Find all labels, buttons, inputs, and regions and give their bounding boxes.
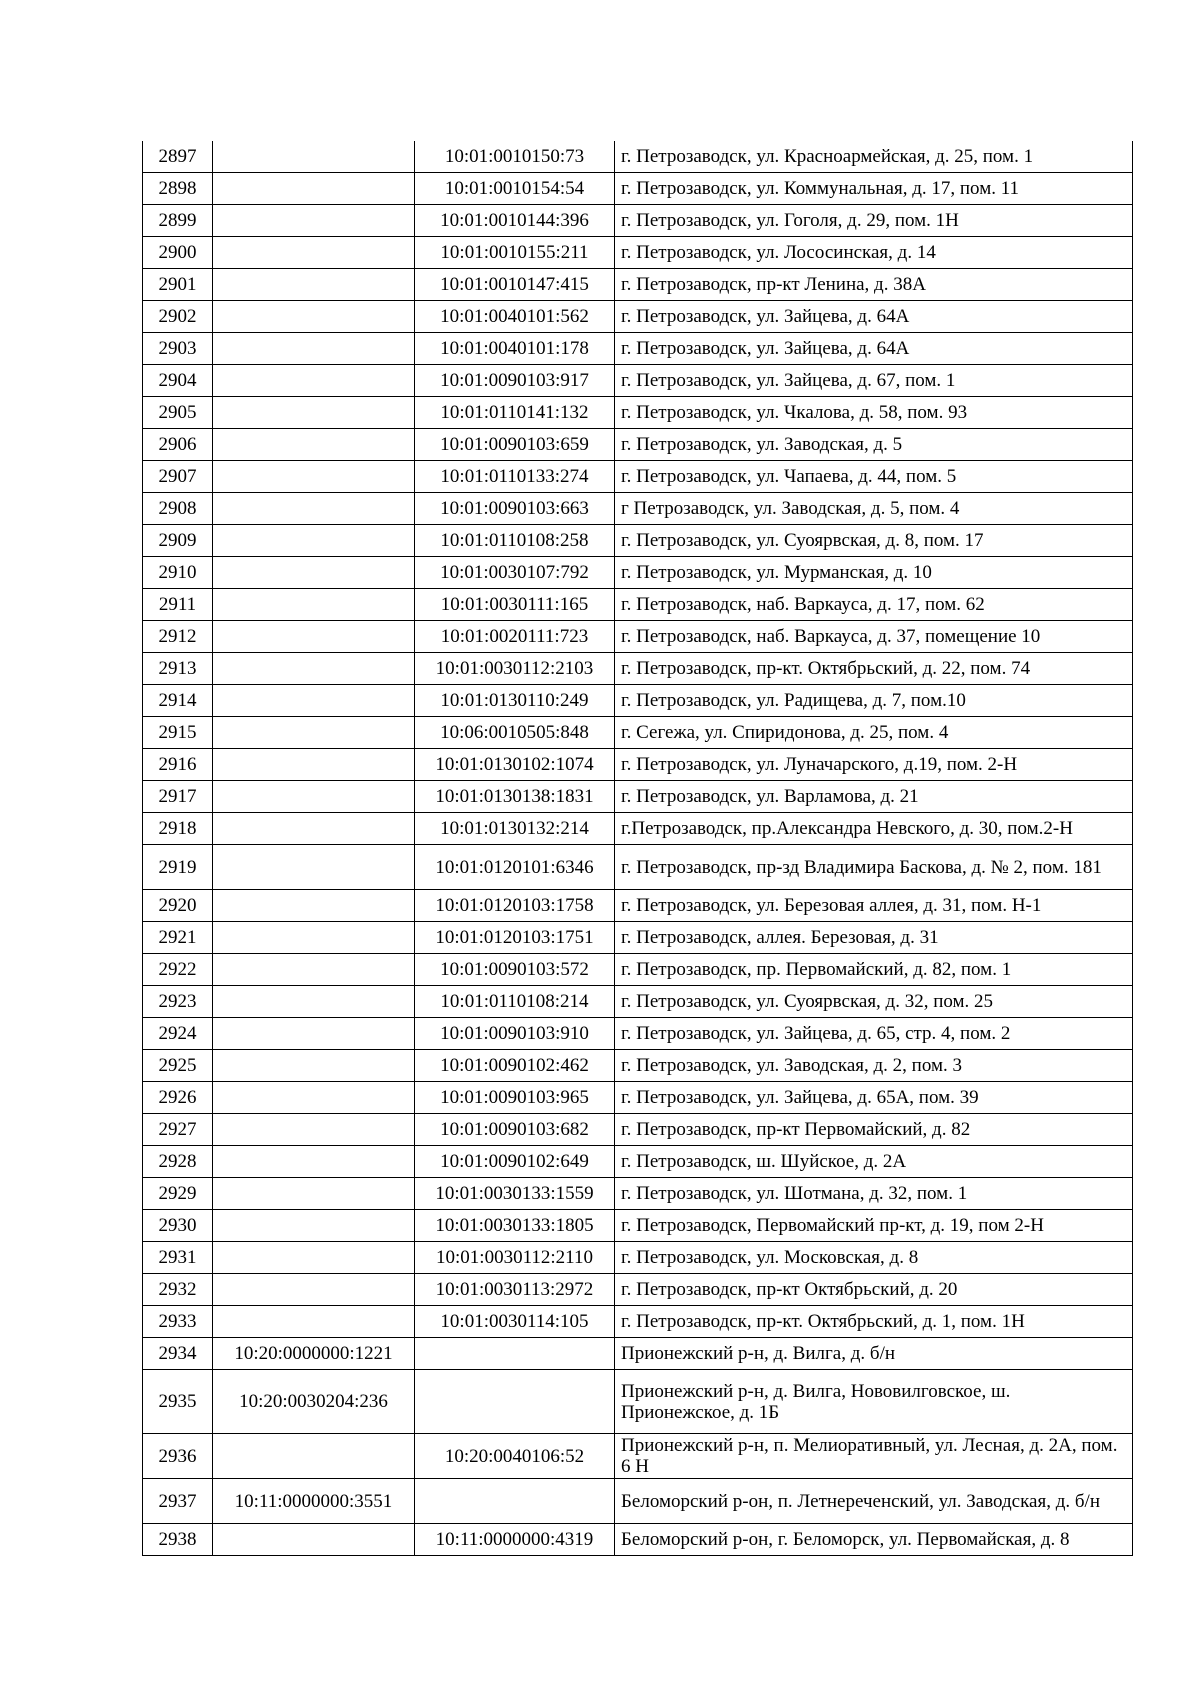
address-cell: г. Петрозаводск, ул. Шотмана, д. 32, пом. 1: [615, 1178, 1133, 1210]
object-cadastral-number-cell: 10:01:0130102:1074: [415, 749, 615, 781]
object-cadastral-number-cell: 10:01:0030107:792: [415, 557, 615, 589]
object-cadastral-number-cell: 10:01:0030133:1559: [415, 1178, 615, 1210]
table-row: [143, 557, 1133, 589]
land-cadastral-number-cell: [213, 1082, 415, 1114]
address-cell: г. Петрозаводск, пр-кт Ленина, д. 38А: [615, 269, 1133, 301]
table-row: [143, 493, 1133, 525]
row-number-cell: 2932: [143, 1274, 213, 1306]
land-cadastral-number-cell: [213, 1146, 415, 1178]
row-number-cell: 2916: [143, 749, 213, 781]
row-number-cell: 2900: [143, 237, 213, 269]
object-cadastral-number-cell: 10:01:0030114:105: [415, 1306, 615, 1338]
table-row: [143, 1210, 1133, 1242]
table-row: [143, 141, 1133, 173]
table-row: [143, 1479, 1133, 1524]
address-cell: Прионежский р-н, д. Вилга, Нововилговское, ш. Прионежское, д. 1Б: [615, 1370, 1133, 1434]
object-cadastral-number-cell: 10:01:0090103:965: [415, 1082, 615, 1114]
object-cadastral-number-cell: [415, 1370, 615, 1434]
land-cadastral-number-cell: [213, 845, 415, 890]
table-row: [143, 1114, 1133, 1146]
land-cadastral-number-cell: [213, 1434, 415, 1479]
address-cell: Беломорский р-он, г. Беломорск, ул. Первомайская, д. 8: [615, 1524, 1133, 1556]
land-cadastral-number-cell: [213, 525, 415, 557]
address-cell: г. Петрозаводск, ул. Заводская, д. 2, пом. 3: [615, 1050, 1133, 1082]
object-cadastral-number-cell: 10:01:0110141:132: [415, 397, 615, 429]
land-cadastral-number-cell: [213, 653, 415, 685]
table-row: [143, 365, 1133, 397]
row-number-cell: 2910: [143, 557, 213, 589]
row-number-cell: 2925: [143, 1050, 213, 1082]
address-cell: г. Петрозаводск, ул. Заводская, д. 5: [615, 429, 1133, 461]
land-cadastral-number-cell: [213, 781, 415, 813]
address-cell: г. Петрозаводск, ул. Чкалова, д. 58, пом. 93: [615, 397, 1133, 429]
address-cell: г. Петрозаводск, наб. Варкауса, д. 17, пом. 62: [615, 589, 1133, 621]
table-row: [143, 621, 1133, 653]
row-number-cell: 2928: [143, 1146, 213, 1178]
object-cadastral-number-cell: 10:01:0120101:6346: [415, 845, 615, 890]
land-cadastral-number-cell: [213, 1242, 415, 1274]
object-cadastral-number-cell: 10:01:0010147:415: [415, 269, 615, 301]
table-row: [143, 1146, 1133, 1178]
row-number-cell: 2921: [143, 922, 213, 954]
object-cadastral-number-cell: 10:01:0110108:258: [415, 525, 615, 557]
land-cadastral-number-cell: 10:20:0030204:236: [213, 1370, 415, 1434]
land-cadastral-number-cell: [213, 890, 415, 922]
registry-table-body: [143, 141, 1133, 1556]
land-cadastral-number-cell: [213, 397, 415, 429]
land-cadastral-number-cell: [213, 717, 415, 749]
table-row: [143, 1274, 1133, 1306]
table-row: [143, 954, 1133, 986]
row-number-cell: 2938: [143, 1524, 213, 1556]
address-cell: г. Петрозаводск, ул. Луначарского, д.19, пом. 2-Н: [615, 749, 1133, 781]
address-cell: г. Петрозаводск, ул. Лососинская, д. 14: [615, 237, 1133, 269]
address-cell: г. Петрозаводск, ул. Зайцева, д. 65А, пом. 39: [615, 1082, 1133, 1114]
address-cell: г. Петрозаводск, ул. Зайцева, д. 64А: [615, 301, 1133, 333]
object-cadastral-number-cell: 10:01:0090103:910: [415, 1018, 615, 1050]
land-cadastral-number-cell: [213, 301, 415, 333]
address-cell: г. Петрозаводск, ул. Красноармейская, д. 25, пом. 1: [615, 141, 1133, 173]
address-cell: г. Петрозаводск, ул. Мурманская, д. 10: [615, 557, 1133, 589]
table-row: [143, 653, 1133, 685]
table-row: [143, 749, 1133, 781]
table-row: [143, 1338, 1133, 1370]
row-number-cell: 2919: [143, 845, 213, 890]
object-cadastral-number-cell: 10:01:0010154:54: [415, 173, 615, 205]
address-cell: г Петрозаводск, ул. Заводская, д. 5, пом. 4: [615, 493, 1133, 525]
land-cadastral-number-cell: [213, 922, 415, 954]
address-cell: г. Петрозаводск, пр-кт Октябрьский, д. 20: [615, 1274, 1133, 1306]
object-cadastral-number-cell: [415, 1338, 615, 1370]
table-row: [143, 397, 1133, 429]
land-cadastral-number-cell: 10:20:0000000:1221: [213, 1338, 415, 1370]
table-row: [143, 173, 1133, 205]
table-row: [143, 589, 1133, 621]
row-number-cell: 2937: [143, 1479, 213, 1524]
address-cell: Прионежский р-н, д. Вилга, д. б/н: [615, 1338, 1133, 1370]
row-number-cell: 2899: [143, 205, 213, 237]
table-row: [143, 429, 1133, 461]
row-number-cell: 2931: [143, 1242, 213, 1274]
address-cell: г. Петрозаводск, ул. Коммунальная, д. 17, пом. 11: [615, 173, 1133, 205]
land-cadastral-number-cell: [213, 493, 415, 525]
object-cadastral-number-cell: 10:01:0030112:2103: [415, 653, 615, 685]
address-cell: г. Петрозаводск, пр-кт. Октябрьский, д. 22, пом. 74: [615, 653, 1133, 685]
address-cell: г. Петрозаводск, Первомайский пр-кт, д. 19, пом 2-Н: [615, 1210, 1133, 1242]
land-cadastral-number-cell: [213, 685, 415, 717]
object-cadastral-number-cell: 10:06:0010505:848: [415, 717, 615, 749]
table-row: [143, 301, 1133, 333]
address-cell: г. Сегежа, ул. Спиридонова, д. 25, пом. 4: [615, 717, 1133, 749]
row-number-cell: 2904: [143, 365, 213, 397]
row-number-cell: 2911: [143, 589, 213, 621]
table-row: [143, 781, 1133, 813]
land-cadastral-number-cell: [213, 1178, 415, 1210]
row-number-cell: 2901: [143, 269, 213, 301]
land-cadastral-number-cell: [213, 1210, 415, 1242]
object-cadastral-number-cell: 10:01:0090102:462: [415, 1050, 615, 1082]
land-cadastral-number-cell: [213, 1524, 415, 1556]
row-number-cell: 2923: [143, 986, 213, 1018]
row-number-cell: 2898: [143, 173, 213, 205]
land-cadastral-number-cell: [213, 141, 415, 173]
table-row: [143, 986, 1133, 1018]
row-number-cell: 2930: [143, 1210, 213, 1242]
registry-table: [142, 141, 1133, 1556]
address-cell: г. Петрозаводск, ул. Варламова, д. 21: [615, 781, 1133, 813]
table-row: [143, 525, 1133, 557]
table-row: [143, 1018, 1133, 1050]
table-row: [143, 1242, 1133, 1274]
object-cadastral-number-cell: 10:01:0030113:2972: [415, 1274, 615, 1306]
row-number-cell: 2902: [143, 301, 213, 333]
address-cell: г. Петрозаводск, ул. Гоголя, д. 29, пом. 1Н: [615, 205, 1133, 237]
table-row: [143, 685, 1133, 717]
land-cadastral-number-cell: [213, 557, 415, 589]
table-row: [143, 890, 1133, 922]
row-number-cell: 2913: [143, 653, 213, 685]
object-cadastral-number-cell: 10:01:0090103:572: [415, 954, 615, 986]
table-row: [143, 922, 1133, 954]
table-row: [143, 1434, 1133, 1479]
object-cadastral-number-cell: 10:01:0090102:649: [415, 1146, 615, 1178]
address-cell: г. Петрозаводск, ул. Зайцева, д. 65, стр. 4, пом. 2: [615, 1018, 1133, 1050]
table-row: [143, 813, 1133, 845]
row-number-cell: 2934: [143, 1338, 213, 1370]
land-cadastral-number-cell: [213, 205, 415, 237]
address-cell: г. Петрозаводск, пр-зд Владимира Баскова, д. № 2, пом. 181: [615, 845, 1133, 890]
row-number-cell: 2922: [143, 954, 213, 986]
object-cadastral-number-cell: 10:01:0130110:249: [415, 685, 615, 717]
object-cadastral-number-cell: 10:01:0040101:562: [415, 301, 615, 333]
address-cell: г. Петрозаводск, ул. Зайцева, д. 64А: [615, 333, 1133, 365]
address-cell: г. Петрозаводск, ул. Чапаева, д. 44, пом. 5: [615, 461, 1133, 493]
row-number-cell: 2908: [143, 493, 213, 525]
row-number-cell: 2914: [143, 685, 213, 717]
land-cadastral-number-cell: [213, 1306, 415, 1338]
address-cell: г. Петрозаводск, ул. Суоярвская, д. 32, пом. 25: [615, 986, 1133, 1018]
object-cadastral-number-cell: 10:01:0030133:1805: [415, 1210, 615, 1242]
object-cadastral-number-cell: 10:01:0120103:1758: [415, 890, 615, 922]
row-number-cell: 2926: [143, 1082, 213, 1114]
address-cell: г. Петрозаводск, ул. Березовая аллея, д. 31, пом. Н-1: [615, 890, 1133, 922]
table-row: [143, 237, 1133, 269]
row-number-cell: 2935: [143, 1370, 213, 1434]
object-cadastral-number-cell: 10:01:0130132:214: [415, 813, 615, 845]
object-cadastral-number-cell: 10:01:0090103:659: [415, 429, 615, 461]
land-cadastral-number-cell: [213, 954, 415, 986]
address-cell: г.Петрозаводск, пр.Александра Невского, д. 30, пом.2-Н: [615, 813, 1133, 845]
address-cell: г. Петрозаводск, ул. Суоярвская, д. 8, пом. 17: [615, 525, 1133, 557]
address-cell: г. Петрозаводск, ул. Радищева, д. 7, пом.10: [615, 685, 1133, 717]
address-cell: г. Петрозаводск, ш. Шуйское, д. 2А: [615, 1146, 1133, 1178]
object-cadastral-number-cell: 10:20:0040106:52: [415, 1434, 615, 1479]
land-cadastral-number-cell: [213, 429, 415, 461]
address-cell: Прионежский р-н, п. Мелиоративный, ул. Лесная, д. 2А, пом. 6 Н: [615, 1434, 1133, 1479]
object-cadastral-number-cell: 10:01:0040101:178: [415, 333, 615, 365]
row-number-cell: 2909: [143, 525, 213, 557]
land-cadastral-number-cell: [213, 813, 415, 845]
row-number-cell: 2897: [143, 141, 213, 173]
row-number-cell: 2912: [143, 621, 213, 653]
table-row: [143, 717, 1133, 749]
row-number-cell: 2915: [143, 717, 213, 749]
address-cell: г. Петрозаводск, пр. Первомайский, д. 82, пом. 1: [615, 954, 1133, 986]
object-cadastral-number-cell: 10:01:0010144:396: [415, 205, 615, 237]
table-row: [143, 1050, 1133, 1082]
address-cell: г. Петрозаводск, наб. Варкауса, д. 37, помещение 10: [615, 621, 1133, 653]
object-cadastral-number-cell: 10:01:0030112:2110: [415, 1242, 615, 1274]
land-cadastral-number-cell: [213, 621, 415, 653]
land-cadastral-number-cell: [213, 1114, 415, 1146]
object-cadastral-number-cell: 10:01:0030111:165: [415, 589, 615, 621]
table-row: [143, 845, 1133, 890]
table-row: [143, 1524, 1133, 1556]
table-row: [143, 1082, 1133, 1114]
land-cadastral-number-cell: [213, 365, 415, 397]
object-cadastral-number-cell: 10:01:0090103:682: [415, 1114, 615, 1146]
table-row: [143, 205, 1133, 237]
row-number-cell: 2906: [143, 429, 213, 461]
row-number-cell: 2917: [143, 781, 213, 813]
object-cadastral-number-cell: 10:01:0120103:1751: [415, 922, 615, 954]
land-cadastral-number-cell: [213, 1018, 415, 1050]
object-cadastral-number-cell: 10:01:0010150:73: [415, 141, 615, 173]
table-row: [143, 461, 1133, 493]
land-cadastral-number-cell: [213, 1050, 415, 1082]
row-number-cell: 2936: [143, 1434, 213, 1479]
table-row: [143, 333, 1133, 365]
row-number-cell: 2905: [143, 397, 213, 429]
row-number-cell: 2927: [143, 1114, 213, 1146]
land-cadastral-number-cell: [213, 173, 415, 205]
land-cadastral-number-cell: [213, 749, 415, 781]
table-row: [143, 1370, 1133, 1434]
row-number-cell: 2933: [143, 1306, 213, 1338]
address-cell: г. Петрозаводск, ул. Московская, д. 8: [615, 1242, 1133, 1274]
land-cadastral-number-cell: 10:11:0000000:3551: [213, 1479, 415, 1524]
land-cadastral-number-cell: [213, 237, 415, 269]
table-row: [143, 1306, 1133, 1338]
row-number-cell: 2918: [143, 813, 213, 845]
address-cell: г. Петрозаводск, аллея. Березовая, д. 31: [615, 922, 1133, 954]
land-cadastral-number-cell: [213, 333, 415, 365]
object-cadastral-number-cell: 10:01:0110108:214: [415, 986, 615, 1018]
row-number-cell: 2907: [143, 461, 213, 493]
row-number-cell: 2920: [143, 890, 213, 922]
address-cell: г. Петрозаводск, ул. Зайцева, д. 67, пом. 1: [615, 365, 1133, 397]
object-cadastral-number-cell: 10:01:0010155:211: [415, 237, 615, 269]
object-cadastral-number-cell: 10:01:0020111:723: [415, 621, 615, 653]
address-cell: Беломорский р-он, п. Летнереченский, ул. Заводская, д. б/н: [615, 1479, 1133, 1524]
object-cadastral-number-cell: 10:01:0090103:917: [415, 365, 615, 397]
address-cell: г. Петрозаводск, пр-кт. Октябрьский, д. 1, пом. 1Н: [615, 1306, 1133, 1338]
land-cadastral-number-cell: [213, 589, 415, 621]
object-cadastral-number-cell: 10:01:0110133:274: [415, 461, 615, 493]
row-number-cell: 2929: [143, 1178, 213, 1210]
table-row: [143, 269, 1133, 301]
row-number-cell: 2924: [143, 1018, 213, 1050]
land-cadastral-number-cell: [213, 986, 415, 1018]
object-cadastral-number-cell: [415, 1479, 615, 1524]
land-cadastral-number-cell: [213, 269, 415, 301]
land-cadastral-number-cell: [213, 1274, 415, 1306]
address-cell: г. Петрозаводск, пр-кт Первомайский, д. 82: [615, 1114, 1133, 1146]
row-number-cell: 2903: [143, 333, 213, 365]
object-cadastral-number-cell: 10:01:0090103:663: [415, 493, 615, 525]
table-row: [143, 1178, 1133, 1210]
land-cadastral-number-cell: [213, 461, 415, 493]
object-cadastral-number-cell: 10:01:0130138:1831: [415, 781, 615, 813]
object-cadastral-number-cell: 10:11:0000000:4319: [415, 1524, 615, 1556]
